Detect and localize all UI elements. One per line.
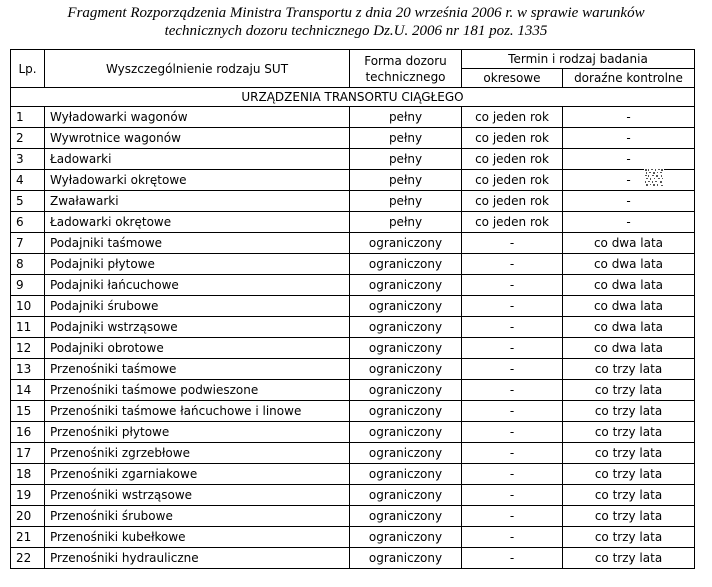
- row-forma: ograniczony: [350, 338, 462, 359]
- row-okresowe: -: [462, 548, 563, 569]
- row-lp: 20: [11, 506, 45, 527]
- row-lp: 17: [11, 443, 45, 464]
- table-row: [11, 107, 695, 128]
- row-forma: ograniczony: [350, 485, 462, 506]
- row-lp: 21: [11, 527, 45, 548]
- row-forma: ograniczony: [350, 527, 462, 548]
- row-dorazne: co dwa lata: [563, 275, 695, 296]
- row-forma: ograniczony: [350, 443, 462, 464]
- row-lp: 19: [11, 485, 45, 506]
- row-forma: pełny: [350, 149, 462, 170]
- row-lp: 10: [11, 296, 45, 317]
- row-name: Przenośniki taśmowe: [45, 359, 350, 380]
- header-dorazne: doraźne kontrolne: [563, 69, 695, 88]
- row-lp: 22: [11, 548, 45, 569]
- table-row: [11, 380, 695, 401]
- row-forma: ograniczony: [350, 506, 462, 527]
- header-name: Wyszczególnienie rodzaju SUT: [45, 50, 350, 88]
- row-okresowe: -: [462, 485, 563, 506]
- row-forma: ograniczony: [350, 233, 462, 254]
- row-dorazne: co dwa lata: [563, 254, 695, 275]
- row-okresowe: co jeden rok: [462, 212, 563, 233]
- row-dorazne: -: [563, 128, 695, 149]
- row-okresowe: -: [462, 443, 563, 464]
- row-okresowe: -: [462, 275, 563, 296]
- row-name: Przenośniki wstrząsowe: [45, 485, 350, 506]
- title-line-1: Fragment Rozporządzenia Ministra Transportu z dnia 20 września 2006 r. w sprawie warunków: [67, 5, 645, 21]
- table-row: [11, 359, 695, 380]
- table-row: [11, 191, 695, 212]
- header-termin: Termin i rodzaj badania: [462, 50, 695, 69]
- row-dorazne: co trzy lata: [563, 359, 695, 380]
- row-okresowe: -: [462, 506, 563, 527]
- row-name: Przenośniki taśmowe łańcuchowe i linowe: [45, 401, 350, 422]
- row-name: Wyładowarki wagonów: [45, 107, 350, 128]
- row-dorazne: co trzy lata: [563, 401, 695, 422]
- row-okresowe: -: [462, 527, 563, 548]
- row-lp: 6: [11, 212, 45, 233]
- row-okresowe: co jeden rok: [462, 128, 563, 149]
- row-okresowe: co jeden rok: [462, 149, 563, 170]
- row-okresowe: co jeden rok: [462, 107, 563, 128]
- header-okresowe: okresowe: [462, 69, 563, 88]
- row-forma: ograniczony: [350, 254, 462, 275]
- row-name: Przenośniki hydrauliczne: [45, 548, 350, 569]
- row-lp: 7: [11, 233, 45, 254]
- row-forma: pełny: [350, 170, 462, 191]
- row-forma: ograniczony: [350, 401, 462, 422]
- row-forma: ograniczony: [350, 548, 462, 569]
- row-name: Podajniki łańcuchowe: [45, 275, 350, 296]
- row-dorazne: co trzy lata: [563, 380, 695, 401]
- row-name: Podajniki obrotowe: [45, 338, 350, 359]
- row-name: Podajniki taśmowe: [45, 233, 350, 254]
- row-dorazne: co trzy lata: [563, 485, 695, 506]
- row-okresowe: co jeden rok: [462, 170, 563, 191]
- header-row: [11, 50, 695, 69]
- table-row: [11, 170, 695, 191]
- table-row: [11, 275, 695, 296]
- row-name: Podajniki wstrząsowe: [45, 317, 350, 338]
- row-dorazne: -: [563, 191, 695, 212]
- row-lp: 15: [11, 401, 45, 422]
- row-lp: 12: [11, 338, 45, 359]
- row-name: Podajniki płytowe: [45, 254, 350, 275]
- table-row: [11, 422, 695, 443]
- row-name: Wyładowarki okrętowe: [45, 170, 350, 191]
- row-okresowe: -: [462, 338, 563, 359]
- row-name: Przenośniki zgrzebłowe: [45, 443, 350, 464]
- table-body: [11, 88, 695, 569]
- table-row: [11, 464, 695, 485]
- header-lp: Lp.: [11, 50, 45, 88]
- row-forma: ograniczony: [350, 422, 462, 443]
- table-row: [11, 149, 695, 170]
- row-forma: ograniczony: [350, 380, 462, 401]
- row-lp: 2: [11, 128, 45, 149]
- row-forma: ograniczony: [350, 464, 462, 485]
- row-lp: 5: [11, 191, 45, 212]
- row-forma: pełny: [350, 128, 462, 149]
- row-okresowe: -: [462, 296, 563, 317]
- row-dorazne: -: [563, 149, 695, 170]
- table-row: [11, 506, 695, 527]
- row-okresowe: co jeden rok: [462, 191, 563, 212]
- row-dorazne: co dwa lata: [563, 296, 695, 317]
- row-okresowe: -: [462, 380, 563, 401]
- row-lp: 4: [11, 170, 45, 191]
- table-row: [11, 254, 695, 275]
- row-lp: 18: [11, 464, 45, 485]
- table-row: [11, 485, 695, 506]
- row-okresowe: -: [462, 233, 563, 254]
- row-name: Zwaławarki: [45, 191, 350, 212]
- table-row: [11, 233, 695, 254]
- row-name: Przenośniki zgarniakowe: [45, 464, 350, 485]
- table-row: [11, 128, 695, 149]
- row-name: Przenośniki śrubowe: [45, 506, 350, 527]
- table-row: [11, 212, 695, 233]
- row-lp: 8: [11, 254, 45, 275]
- row-dorazne: co trzy lata: [563, 464, 695, 485]
- row-dorazne: co trzy lata: [563, 422, 695, 443]
- row-dorazne: co dwa lata: [563, 338, 695, 359]
- row-lp: 9: [11, 275, 45, 296]
- section-title: URZĄDZENIA TRANSORTU CIĄGŁEGO: [11, 88, 695, 107]
- row-forma: ograniczony: [350, 275, 462, 296]
- row-name: Ładowarki: [45, 149, 350, 170]
- document-title: [0, 4, 712, 40]
- table-row: [11, 548, 695, 569]
- row-forma: ograniczony: [350, 317, 462, 338]
- section-row: [11, 88, 695, 107]
- table-row: [11, 443, 695, 464]
- row-forma: ograniczony: [350, 359, 462, 380]
- row-forma: pełny: [350, 191, 462, 212]
- row-lp: 1: [11, 107, 45, 128]
- table-row: [11, 317, 695, 338]
- sut-table: [10, 49, 695, 569]
- title-line-2: technicznych dozoru technicznego Dz.U. 2006 nr 181 poz. 1335: [164, 23, 548, 39]
- row-name: Wywrotnice wagonów: [45, 128, 350, 149]
- row-okresowe: -: [462, 254, 563, 275]
- row-dorazne: -: [563, 170, 695, 191]
- row-dorazne: -: [563, 107, 695, 128]
- row-name: Przenośniki płytowe: [45, 422, 350, 443]
- row-dorazne: co trzy lata: [563, 527, 695, 548]
- row-forma: ograniczony: [350, 296, 462, 317]
- row-okresowe: -: [462, 359, 563, 380]
- row-name: Przenośniki kubełkowe: [45, 527, 350, 548]
- row-dorazne: co dwa lata: [563, 317, 695, 338]
- row-dorazne: -: [563, 212, 695, 233]
- row-lp: 16: [11, 422, 45, 443]
- row-name: Podajniki śrubowe: [45, 296, 350, 317]
- row-dorazne: co dwa lata: [563, 233, 695, 254]
- table-row: [11, 527, 695, 548]
- row-lp: 13: [11, 359, 45, 380]
- row-forma: pełny: [350, 212, 462, 233]
- row-okresowe: -: [462, 401, 563, 422]
- row-forma: pełny: [350, 107, 462, 128]
- row-dorazne: co trzy lata: [563, 548, 695, 569]
- row-okresowe: -: [462, 317, 563, 338]
- row-dorazne: co trzy lata: [563, 506, 695, 527]
- table-row: [11, 401, 695, 422]
- row-lp: 11: [11, 317, 45, 338]
- qr-code-icon: [644, 168, 664, 188]
- row-okresowe: -: [462, 464, 563, 485]
- table-row: [11, 338, 695, 359]
- table-row: [11, 296, 695, 317]
- row-okresowe: -: [462, 422, 563, 443]
- row-lp: 3: [11, 149, 45, 170]
- row-name: Przenośniki taśmowe podwieszone: [45, 380, 350, 401]
- row-name: Ładowarki okrętowe: [45, 212, 350, 233]
- row-dorazne: co trzy lata: [563, 443, 695, 464]
- row-lp: 14: [11, 380, 45, 401]
- header-forma: Forma dozoru technicznego: [350, 50, 462, 88]
